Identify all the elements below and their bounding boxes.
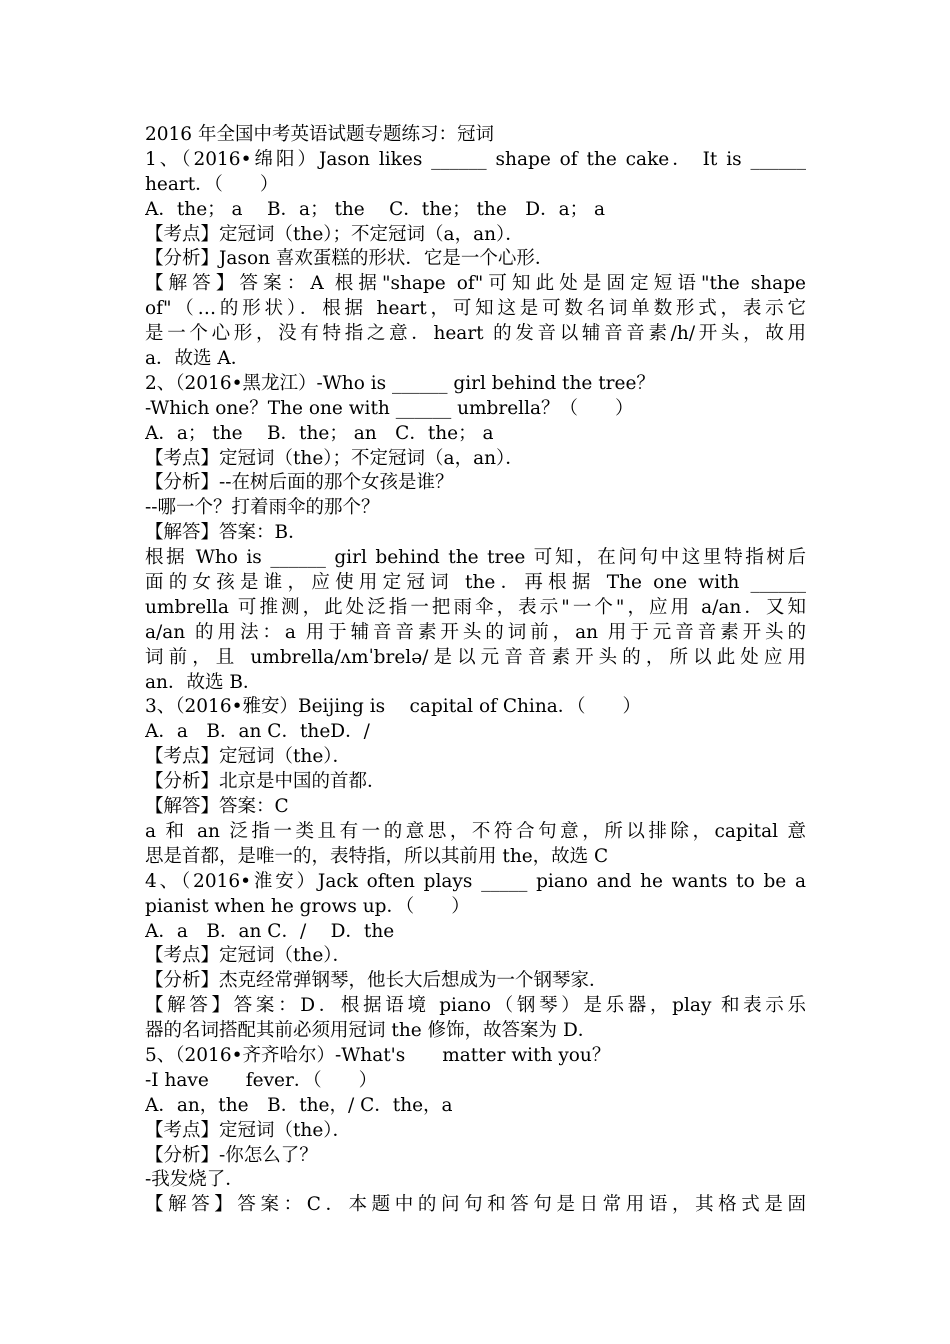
text-line: 思是首都，是唯一的，表特指，所以其前用 the，故选 C: [145, 845, 609, 867]
text-line: 2、（2016•黑龙江）-Who is ______ girl behind the tree？: [145, 372, 655, 394]
text-line: 【分析】--在树后面的那个女孩是谁？: [145, 472, 454, 494]
text-line: 词前，且 umbrella/ʌmˈbrelə/是以元音音素开头的，所以此处应用: [145, 646, 806, 668]
text-line: umbrella 可推测，此处泛指一把雨伞，表示"一个"，应用 a/an．又知: [145, 596, 806, 618]
text-line: A．a B．an C．/ D．the: [145, 920, 395, 942]
text-line: A．an，the B．the，/ C．the，a: [145, 1094, 453, 1116]
text-line: 【考点】定冠词（the）．: [145, 1119, 352, 1141]
text-line: 【分析】北京是中国的首都．: [145, 771, 386, 793]
text-line: pianist when he grows up．（ ）: [145, 895, 470, 917]
text-line: a．故选 A．: [145, 348, 250, 370]
text-line: 面的女孩是谁，应使用定冠词 the．再根据 The one with ______: [145, 572, 806, 594]
text-line: 1、（2016•绵阳）Jason likes ______ shape of the cake． It is ______: [145, 148, 806, 170]
text-line: a/an 的用法：a 用于辅音音素开头的词前，an 用于元音音素开头的: [145, 621, 806, 643]
text-line: 【解答】答案：A 根据"shape of"可知此处是固定短语"the shape: [145, 273, 806, 295]
text-line: 3、（2016•雅安）Beijing is capital of China．（ ）: [145, 696, 642, 718]
text-line: A．a B．an C．theD．/: [145, 721, 370, 743]
text-line: 4、（2016•淮安）Jack often plays _____ piano and he wants to be a: [145, 870, 806, 892]
text-line: -I have fever．（ ）: [145, 1069, 378, 1091]
text-line: -Which one？The one with ______ umbrella？（ ）: [145, 397, 634, 419]
text-line: of"（…的形状）．根据 heart，可知这是可数名词单数形式，表示它: [145, 298, 806, 320]
text-line: 【解答】答案：C: [145, 796, 289, 818]
text-line: 5、（2016•齐齐哈尔）-What's matter with you？: [145, 1044, 611, 1066]
text-line: 器的名词搭配其前必须用冠词 the 修饰，故答案为 D．: [145, 1020, 597, 1042]
text-line: 根据 Who is ______ girl behind the tree 可知，在问句中这里特指树后: [145, 547, 806, 569]
text-line: an．故选 B．: [145, 671, 262, 693]
text-line: 【分析】杰克经常弹钢琴，他长大后想成为一个钢琴家．: [145, 970, 608, 992]
text-line: 【考点】定冠词（the）．: [145, 746, 352, 768]
text-line: heart．（ ）: [145, 173, 279, 195]
text-line: 【解答】答案：D．根据语境 piano（钢琴）是乐器，play 和表示乐: [145, 995, 806, 1017]
text-line: -我发烧了．: [145, 1169, 244, 1191]
text-line: --哪一个？打着雨伞的那个？: [145, 497, 380, 519]
text-line: 【解答】答案：C．本题中的问句和答句是日常用语，其格式是固: [145, 1194, 806, 1216]
text-line: 【分析】-你怎么了？: [145, 1144, 318, 1166]
text-line: A．the； a B．a； the C．the； the D．a； a: [145, 198, 606, 220]
document-page: [145, 123, 806, 1218]
text-line: 是一个心形，没有特指之意．heart 的发音以辅音音素/h/开头，故用: [145, 323, 806, 345]
text-line: 2016 年全国中考英语试题专题练习：冠词: [145, 124, 494, 145]
text-line: 【解答】答案：B．: [145, 522, 307, 544]
text-line: 【分析】Jason 喜欢蛋糕的形状．它是一个心形．: [145, 248, 554, 270]
text-line: a 和 an 泛指一类且有一的意思，不符合句意，所以排除，capital 意: [145, 820, 806, 842]
text-line: 【考点】定冠词（the）；不定冠词（a，an）．: [145, 223, 524, 245]
text-line: 【考点】定冠词（the）．: [145, 945, 352, 967]
text-line: 【考点】定冠词（the）；不定冠词（a，an）．: [145, 447, 524, 469]
text-line: A．a； the B．the； an C．the； a: [145, 422, 494, 444]
